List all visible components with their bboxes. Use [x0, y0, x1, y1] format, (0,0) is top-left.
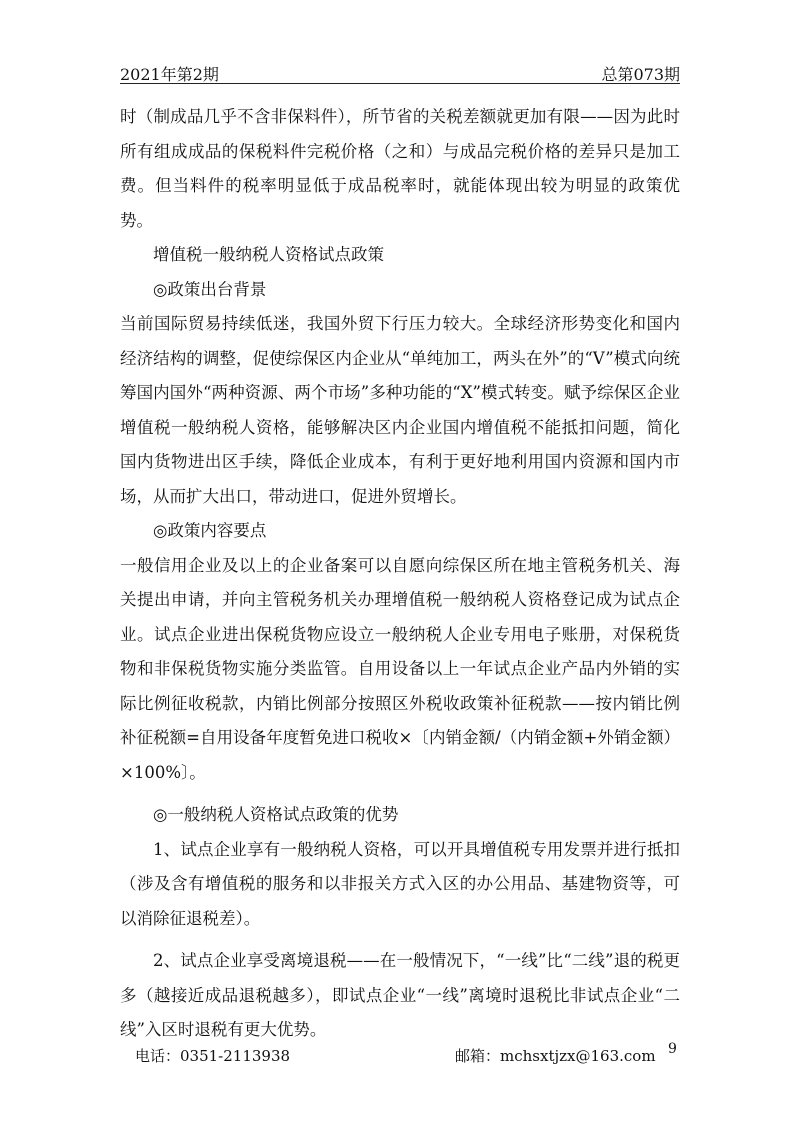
article-body: [120, 100, 680, 1048]
spacer: [120, 936, 680, 944]
paragraph-advantage-1: 1、试点企业享有一般纳税人资格，可以开具增值税专用发票并进行抵扣（涉及含有增值税的服务和以非报关方式入区的办公用品、基建物资等，可以消除征退税差）。: [120, 839, 680, 928]
paragraph-policy-content: 一般信用企业及以上的企业备案可以自愿向综保区所在地主管税务机关、海关提出申请，并向主管税务机关办理增值税一般纳税人资格登记成为试点企业。试点企业进出保税货物应设立一般纳税人企业专用电子账册，对保税货物和非保税货物实施分类监管。自用设备以上一年试点企业产品内外销的实际比例征收税款，内销比例部分按照区外税收政策补征税款——按内销比例补征税额=自用设备年度暂免进口税收×〔内销金额/（内销金额+外销金额）×100%〕。: [120, 555, 680, 782]
footer-phone: 电话：0351-2113938: [135, 1047, 291, 1065]
header-divider: [120, 83, 680, 84]
subheading-advantages: ◎一般纳税人资格试点政策的优势: [153, 805, 399, 824]
paragraph-background: 当前国际贸易持续低迷，我国外贸下行压力较大。全球经济形势变化和国内经济结构的调整，促使综保区内企业从“单纯加工，两头在外”的“V”模式向统筹国内国外“两种资源、两个市场”多种功能的“X”模式转变。赋予综保区企业增值税一般纳税人资格，能够解决区内企业国内增值税不能抵扣问题，简化国内货物进出区手续，降低企业成本，有利于更好地利用国内资源和国内市场，从而扩大出口，带动进口，促进外贸增长。: [120, 314, 680, 506]
issue-label: 2021年第2期: [120, 65, 219, 84]
page-header: [120, 56, 680, 82]
subheading-policy-content: ◎政策内容要点: [153, 521, 267, 540]
total-issue-label: 总第073期: [601, 65, 680, 84]
footer-email: 邮箱：mchsxtjzx@163.com: [455, 1047, 656, 1065]
subheading-policy-background: ◎政策出台背景: [153, 279, 267, 299]
paragraph-advantage-2: 2、试点企业享受离境退税——在一般情况下，“一线”比“二线”退的税更多（越接近成品退税越多），即试点企业“一线”离境时退税比非试点企业“二线”入区时退税有更大优势。: [120, 951, 680, 1039]
section-heading-vat-pilot: 增值税一般纳税人资格试点政策: [153, 245, 384, 264]
spacer: [120, 790, 680, 798]
page-number: 9: [668, 1041, 677, 1057]
paragraph-continuation: 时（制成品几乎不含非保料件），所节省的关税差额就更加有限——因为此时所有组成成品的保税料件完税价格（之和）与成品完税价格的差异只是加工费。但当料件的税率明显低于成品税率时，就能体现出较为明显的政策优势。: [120, 107, 680, 230]
